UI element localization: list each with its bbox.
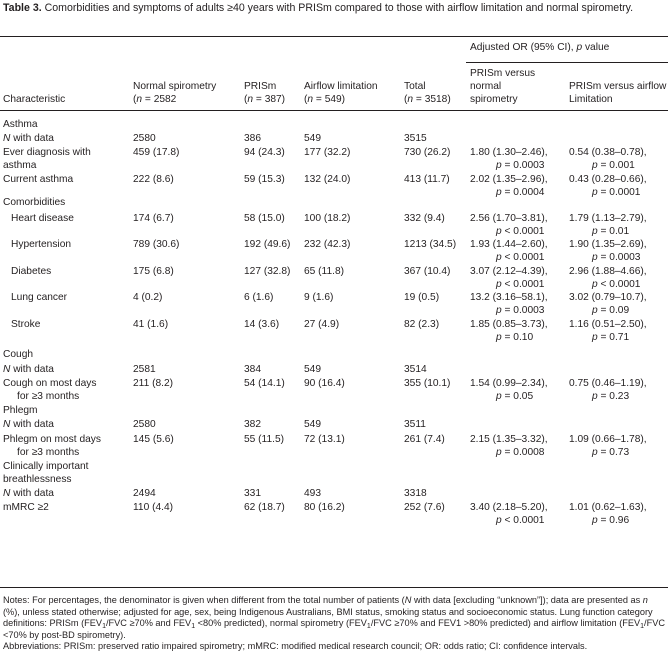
header-characteristic: Characteristic — [3, 94, 66, 105]
column-header-n: (n = 387) — [244, 94, 286, 105]
row-label: Asthma — [3, 119, 38, 130]
or-header-prism-vs-normal: PRISm versus — [470, 68, 536, 79]
column-header: Airflow limitation — [304, 81, 378, 92]
table-cell: 3318 — [404, 488, 427, 499]
row-label: mMRC ≥2 — [3, 502, 49, 513]
table-cell: 493 — [304, 488, 321, 499]
or-cell-prism-vs-normal: 13.2 (3.16–58.1), — [470, 292, 548, 303]
table-cell: 19 (0.5) — [404, 292, 440, 303]
table-number: Table 3. — [3, 2, 42, 14]
table-cell: 2580 — [133, 419, 156, 430]
table-cell: 3515 — [404, 133, 427, 144]
or-cell-prism-vs-airflow: 0.75 (0.46–1.19), — [569, 378, 647, 389]
row-label: Lung cancer — [11, 292, 68, 303]
or-cell-prism-vs-airflow: p = 0.71 — [592, 332, 630, 343]
table-cell: 789 (30.6) — [133, 239, 180, 250]
or-cell-prism-vs-airflow: p = 0.23 — [592, 391, 630, 402]
table-cell: 192 (49.6) — [244, 239, 291, 250]
table-cell: 55 (11.5) — [244, 434, 285, 445]
or-header-prism-vs-airflow: PRISm versus airflow — [569, 81, 667, 92]
row-label: Current asthma — [3, 174, 74, 185]
table-cell: 1213 (34.5) — [404, 239, 457, 250]
table-cell: 232 (42.3) — [304, 239, 351, 250]
table-cell: 382 — [244, 419, 261, 430]
table-cell: 355 (10.1) — [404, 378, 451, 389]
table-title: Comorbidities and symptoms of adults ≥40 years with PRISm compared to those with airflow limitation and normal spirometry. — [41, 2, 634, 14]
or-cell-prism-vs-normal: 2.15 (1.35–3.32), — [470, 434, 548, 445]
or-cell-prism-vs-airflow: 0.43 (0.28–0.66), — [569, 174, 647, 185]
or-cell-prism-vs-normal: p = 0.0003 — [496, 160, 545, 171]
table-cell: 41 (1.6) — [133, 319, 169, 330]
or-cell-prism-vs-normal: 1.85 (0.85–3.73), — [470, 319, 548, 330]
table-cell: 14 (3.6) — [244, 319, 280, 330]
or-cell-prism-vs-airflow: p = 0.09 — [592, 305, 630, 316]
row-label: Stroke — [11, 319, 41, 330]
table-cell: 132 (24.0) — [304, 174, 351, 185]
or-cell-prism-vs-normal: p < 0.0001 — [496, 279, 545, 290]
table-cell: 549 — [304, 133, 321, 144]
table-cell: 174 (6.7) — [133, 213, 174, 224]
table-cell: 90 (16.4) — [304, 378, 345, 389]
table-bottom-rule — [0, 587, 668, 588]
table-cell: 2494 — [133, 488, 156, 499]
abbreviations-paragraph: Abbreviations: PRISm: preserved ratio impaired spirometry; mMRC: modified medical research council; OR: odds ratio; CI: confidence intervals. — [3, 641, 588, 652]
table-cell: 6 (1.6) — [244, 292, 274, 303]
column-header: Total — [404, 81, 426, 92]
table-cell: 413 (11.7) — [404, 174, 450, 185]
or-cell-prism-vs-airflow: 0.54 (0.38–0.78), — [569, 147, 647, 158]
header-bottom-rule — [0, 110, 668, 111]
or-cell-prism-vs-airflow: p < 0.0001 — [592, 279, 641, 290]
table-cell: 58 (15.0) — [244, 213, 285, 224]
column-header-n: (n = 549) — [304, 94, 346, 105]
or-cell-prism-vs-normal: 1.93 (1.44–2.60), — [470, 239, 548, 250]
row-label: breathlessness — [3, 474, 72, 485]
table-cell: 175 (6.8) — [133, 266, 174, 277]
or-cell-prism-vs-airflow: p = 0.01 — [592, 226, 630, 237]
row-label: Clinically important — [3, 461, 89, 472]
or-cell-prism-vs-airflow: 1.16 (0.51–2.50), — [569, 319, 647, 330]
or-cell-prism-vs-airflow: 1.90 (1.35–2.69), — [569, 239, 647, 250]
or-cell-prism-vs-airflow: p = 0.001 — [592, 160, 635, 171]
row-label: N with data — [3, 488, 54, 499]
or-cell-prism-vs-airflow: 1.79 (1.13–2.79), — [569, 213, 647, 224]
or-cell-prism-vs-airflow: 3.02 (0.79–10.7), — [569, 292, 647, 303]
table-cell: 127 (32.8) — [244, 266, 291, 277]
or-cell-prism-vs-normal: 3.40 (2.18–5.20), — [470, 502, 548, 513]
or-cell-prism-vs-airflow: p = 0.96 — [592, 515, 630, 526]
table-cell: 110 (4.4) — [133, 502, 174, 513]
table-cell: 332 (9.4) — [404, 213, 445, 224]
or-cell-prism-vs-normal: 1.54 (0.99–2.34), — [470, 378, 548, 389]
table-cell: 549 — [304, 364, 321, 375]
table-cell: 80 (16.2) — [304, 502, 345, 513]
table-cell: 730 (26.2) — [404, 147, 451, 158]
row-label: Hypertension — [11, 239, 72, 250]
or-cell-prism-vs-normal: p < 0.0001 — [496, 252, 545, 263]
table-cell: 549 — [304, 419, 321, 430]
table-cell: 82 (2.3) — [404, 319, 440, 330]
row-label: for ≥3 months — [17, 391, 80, 402]
table-cell: 261 (7.4) — [404, 434, 445, 445]
table-cell: 59 (15.3) — [244, 174, 285, 185]
table-cell: 54 (14.1) — [244, 378, 285, 389]
row-label: N with data — [3, 364, 54, 375]
row-label: Comorbidities — [3, 197, 66, 208]
table-cell: 3511 — [404, 419, 426, 430]
table-cell: 100 (18.2) — [304, 213, 351, 224]
notes-paragraph: Notes: For percentages, the denominator is given when different from the total number of patients (N with data [excluding “unknown”]); data are presented as n (%), unless stated otherwise; adjusted for age, sex, being Indigenous Australians, BMI status, smoking status and socioeconomic status. Lung function category definitions: PRISm ($FEV_1$/FVC ≥70% and $FEV_1 <80\%$ predicted), normal spirometry ($FEV_1$/FVC ≥70% and FEV1 >80% predicted) and airflow limitation ($FEV_1$/FVC <70% by post-BD spirometry). — [3, 595, 665, 640]
or-cell-prism-vs-airflow: p = 0.0001 — [592, 187, 641, 198]
or-cell-prism-vs-normal: p = 0.05 — [496, 391, 534, 402]
or-cell-prism-vs-normal: 3.07 (2.12–4.39), — [470, 266, 548, 277]
table-cell: 3514 — [404, 364, 427, 375]
row-label: Cough — [3, 349, 34, 360]
row-label: for ≥3 months — [17, 447, 80, 458]
table-cell: 211 (8.2) — [133, 378, 174, 389]
table-cell: 94 (24.3) — [244, 147, 285, 158]
row-label: asthma — [3, 160, 37, 171]
table-caption — [3, 2, 665, 15]
or-cell-prism-vs-airflow: 2.96 (1.88–4.66), — [569, 266, 647, 277]
column-header-n: (n = 3518) — [404, 94, 451, 105]
row-label: Ever diagnosis with — [3, 147, 91, 158]
or-cell-prism-vs-airflow: 1.09 (0.66–1.78), — [569, 434, 647, 445]
row-label: Heart disease — [11, 213, 74, 224]
or-cell-prism-vs-airflow: p = 0.0003 — [592, 252, 641, 263]
table-cell: 4 (0.2) — [133, 292, 163, 303]
table-cell: 2581 — [133, 364, 156, 375]
or-cell-prism-vs-normal: 1.80 (1.30–2.46), — [470, 147, 548, 158]
table-cell: 367 (10.4) — [404, 266, 451, 277]
or-cell-prism-vs-airflow: p = 0.73 — [592, 447, 630, 458]
row-label: Phlegm — [3, 405, 38, 416]
or-header-prism-vs-normal: normal — [470, 81, 502, 92]
table-cell: 384 — [244, 364, 261, 375]
or-cell-prism-vs-normal: 2.56 (1.70–3.81), — [470, 213, 548, 224]
column-header-n: (n = 2582 — [133, 94, 177, 105]
table-cell: 72 (13.1) — [304, 434, 345, 445]
table-cell: 222 (8.6) — [133, 174, 174, 185]
table-cell: 331 — [244, 488, 261, 499]
table-cell: 62 (18.7) — [244, 502, 285, 513]
table-cell: 27 (4.9) — [304, 319, 340, 330]
row-label: N with data — [3, 419, 54, 430]
or-cell-prism-vs-airflow: 1.01 (0.62–1.63), — [569, 502, 647, 513]
table-page — [0, 0, 668, 15]
table-cell: 386 — [244, 133, 261, 144]
or-header-prism-vs-normal: spirometry — [470, 94, 518, 105]
column-header: Normal spirometry — [133, 81, 217, 92]
or-cell-prism-vs-normal: p = 0.0004 — [496, 187, 545, 198]
or-cell-prism-vs-normal: p < 0.0001 — [496, 515, 545, 526]
table-cell: 145 (5.6) — [133, 434, 174, 445]
row-label: Diabetes — [11, 266, 52, 277]
table-cell: 177 (32.2) — [304, 147, 351, 158]
table-cell: 65 (11.8) — [304, 266, 345, 277]
table-cell: 2580 — [133, 133, 156, 144]
column-header: PRISm — [244, 81, 277, 92]
or-header-prism-vs-airflow: Limitation — [569, 94, 613, 105]
table-cell: 459 (17.8) — [133, 147, 180, 158]
group-header-rule — [466, 62, 668, 63]
row-label: Cough on most days — [3, 378, 97, 389]
or-cell-prism-vs-normal: p = 0.0003 — [496, 305, 545, 316]
or-cell-prism-vs-normal: p = 0.10 — [496, 332, 534, 343]
or-cell-prism-vs-normal: p = 0.0008 — [496, 447, 545, 458]
table-notes — [3, 595, 665, 653]
or-cell-prism-vs-normal: 2.02 (1.35–2.96), — [470, 174, 548, 185]
row-label: N with data — [3, 133, 54, 144]
table-cell: 9 (1.6) — [304, 292, 334, 303]
or-cell-prism-vs-normal: p < 0.0001 — [496, 226, 545, 237]
table-top-rule — [0, 36, 668, 37]
table-cell: 252 (7.6) — [404, 502, 445, 513]
or-group-header: Adjusted OR (95% CI), p value — [470, 42, 610, 53]
row-label: Phlegm on most days — [3, 434, 101, 445]
